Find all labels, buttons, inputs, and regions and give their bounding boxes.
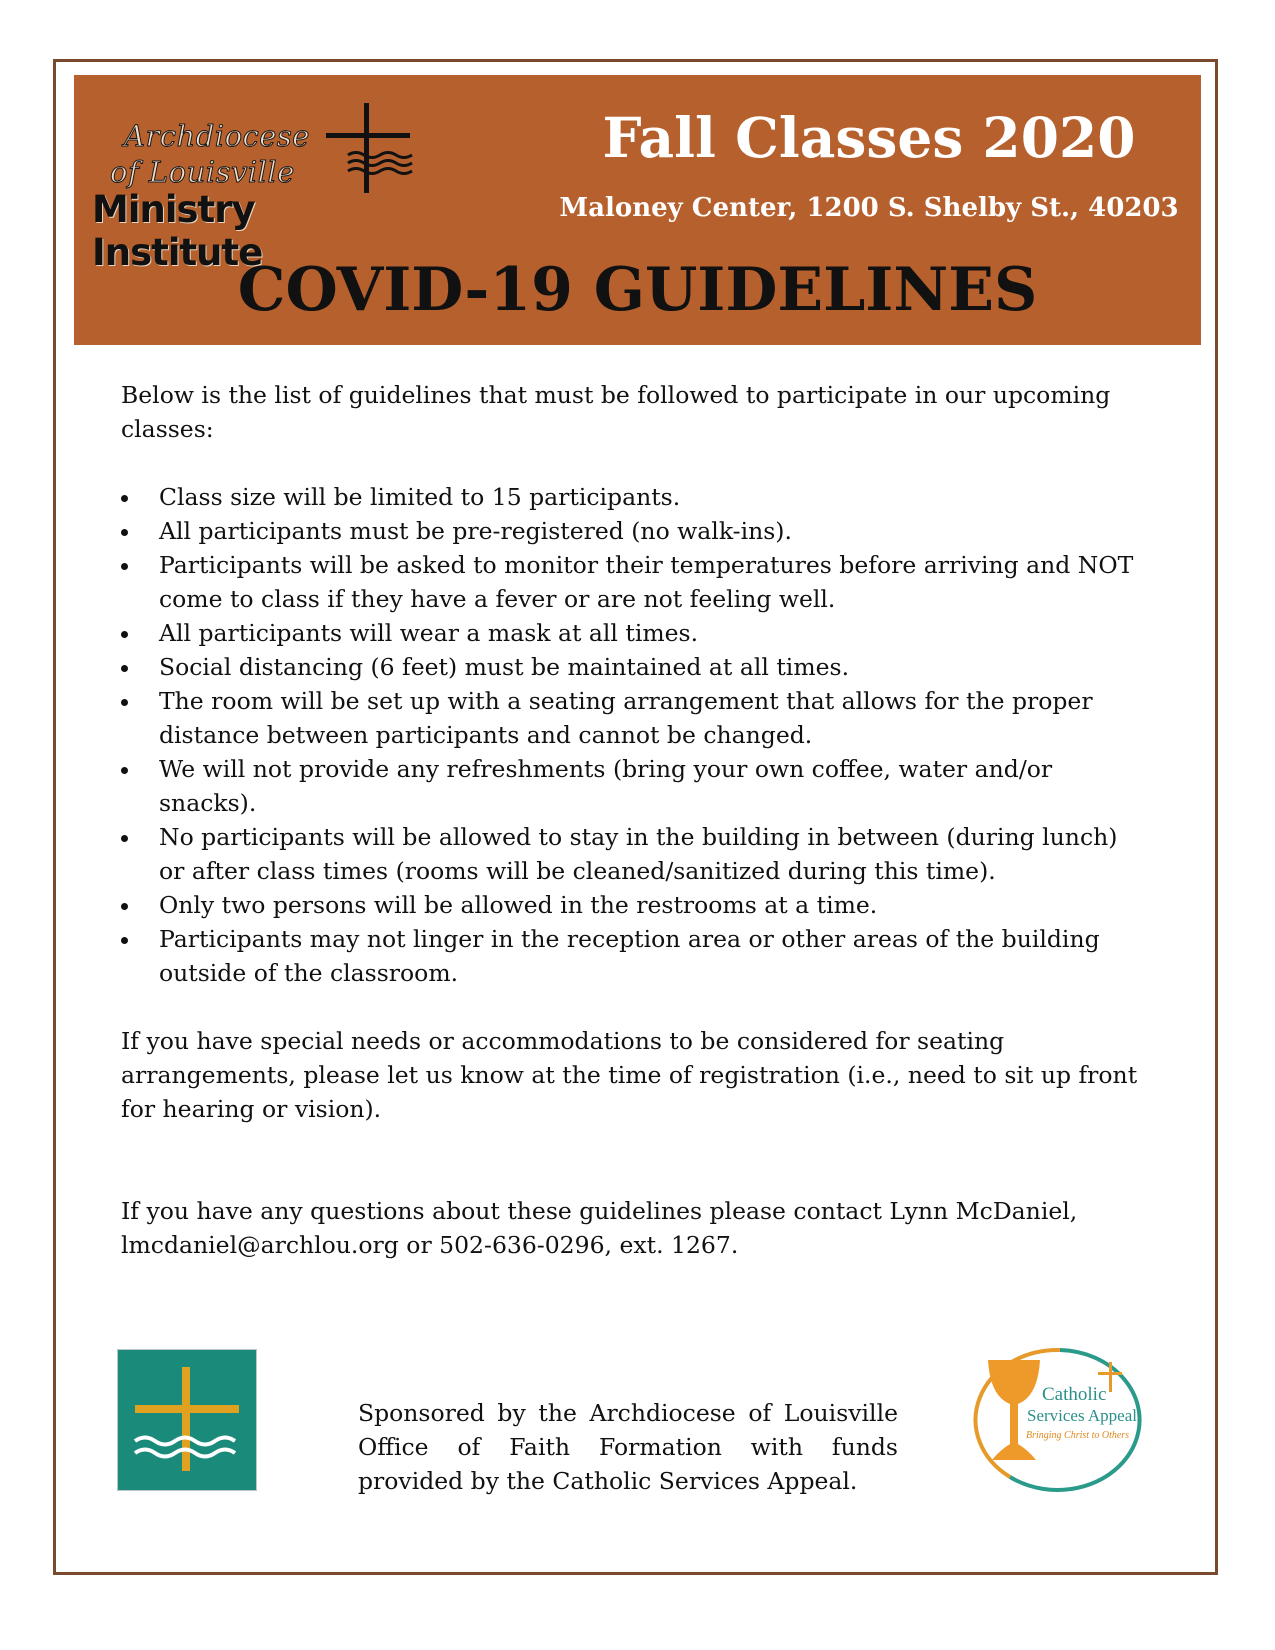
logo-text-louisville: of Louisville <box>110 155 295 189</box>
ministry-institute-logo <box>88 103 428 274</box>
csa-tagline: Bringing Christ to Others <box>1026 1430 1130 1441</box>
page-title: Fall Classes 2020 <box>602 105 1136 170</box>
archdiocese-cross-logo <box>117 1349 257 1491</box>
main-content <box>121 378 1141 1262</box>
address: Maloney Center, 1200 S. Shelby St., 40203 <box>559 193 1179 223</box>
list-item: Only two persons will be allowed in the restrooms at a time. <box>121 888 1141 922</box>
csa-text-catholic: Catholic <box>1042 1384 1107 1405</box>
list-item: All participants must be pre-registered (no walk-ins). <box>121 514 1141 548</box>
list-item: The room will be set up with a seating arrangement that allows for the proper distance between participants and cannot be changed. <box>121 684 1141 752</box>
list-item: All participants will wear a mask at all times. <box>121 616 1141 650</box>
list-item: No participants will be allowed to stay in the building in between (during lunch) or after class times (rooms will be cleaned/sanitized during this time). <box>121 820 1141 888</box>
contact-text: If you have any questions about these guidelines please contact Lynn McDaniel, lmcdaniel@archlou.org or 502-636-0296, ext. 1267. <box>121 1197 1078 1259</box>
intro-text: Below is the list of guidelines that must be followed to participate in our upcoming classes: <box>121 381 1111 443</box>
catholic-services-appeal-logo <box>970 1342 1150 1497</box>
logo-text-ministry-institute: Ministry Institute <box>92 188 263 274</box>
list-item: Participants may not linger in the reception area or other areas of the building outside of the classroom. <box>121 922 1141 990</box>
list-item: Social distancing (6 feet) must be maintained at all times. <box>121 650 1141 684</box>
cross-waves-icon <box>318 103 418 193</box>
headline: COVID-19 GUIDELINES <box>237 255 1038 325</box>
special-needs-text: If you have special needs or accommodations to be considered for seating arrangements, please let us know at the time of registration (i.e., need to sit up front for hearing or vision). <box>121 1027 1138 1123</box>
guidelines-list <box>121 480 1141 990</box>
list-item: Participants will be asked to monitor their temperatures before arriving and NOT come to class if they have a fever or are not feeling well. <box>121 548 1141 616</box>
csa-text-services-appeal: Services Appeal <box>1027 1406 1137 1425</box>
logo-text-archdiocese: Archdiocese <box>124 119 310 153</box>
list-item: Class size will be limited to 15 participants. <box>121 480 1141 514</box>
header-banner <box>74 75 1201 345</box>
sponsor-text: Sponsored by the Archdiocese of Louisville Office of Faith Formation with funds provided by the Catholic Services Appeal. <box>358 1398 898 1495</box>
list-item: We will not provide any refreshments (bring your own coffee, water and/or snacks). <box>121 752 1141 820</box>
